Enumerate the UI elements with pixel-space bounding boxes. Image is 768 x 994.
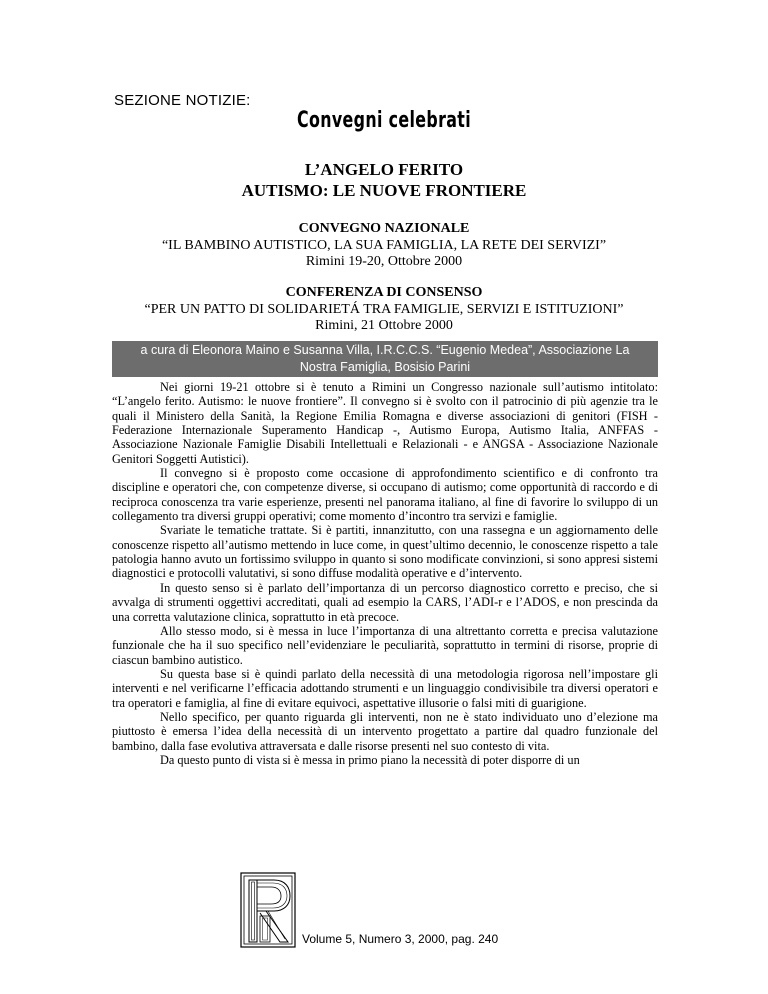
author-line2: Nostra Famiglia, Bosisio Parini: [299, 360, 471, 374]
author-banner: [112, 341, 658, 377]
section-label: SEZIONE NOTIZIE:: [114, 92, 251, 109]
section-title: Convegni celebrati: [296, 108, 472, 133]
article-title-line2: AUTISMO: LE NUOVE FRONTIERE: [241, 181, 527, 200]
body-paragraph: Il convegno si è proposto come occasione di approfondimento scientifico e di confronto tra discipline e operatori che, con competenze diverse, si occupano di autismo; come opportunità di raccordo e di reciproca conoscenza tra varie esperienze, presenti nel panorama italiano, al fine di favorire lo sviluppo di un collegamento tra diversi gruppi operativi; come momento d’incontro tra servizi e famiglie.: [112, 466, 658, 524]
article-title: [80, 159, 688, 201]
convegno-subtitle: “IL BAMBINO AUTISTICO, LA SUA FAMIGLIA, LA RETE DEI SERVIZI”: [161, 237, 607, 253]
conferenza-date: Rimini, 21 Ottobre 2000: [315, 318, 453, 333]
body-paragraph: In questo senso si è parlato dell’importanza di un percorso diagnostico corretto e preciso, che si avvalga di strumenti oggettivi accreditati, quali ad esempio la CARS, l’ADI-r e l’ADOS, e non prescinda da una corretta valutazione clinica, soprattutto in età precoce.: [112, 580, 658, 624]
conferenza-block: [80, 285, 688, 335]
body-paragraph: Nei giorni 19-21 ottobre si è tenuto a Rimini un Congresso nazionale sull’autismo intitolato: “L’angelo ferito. Autismo: le nuove frontiere”. Il convegno si è svolto con il patrocinio di più agenzie tra le quali il Ministero della Sanità, la Regione Emilia Romagna e diverse associazioni di genitori (FISH -Federazione Internazionale Superamento Handicap -, Autismo Europa, Autismo Italia, ANFFAS - Associazione Nazionale Famiglie Disabili Intellettuali e Relazionali - e ANGSA - Associazione Nazionale Genitori Soggetti Autistici).: [112, 380, 658, 466]
article-body: [112, 380, 658, 767]
article-title-line1: L’ANGELO FERITO: [304, 160, 464, 179]
body-paragraph: Da questo punto di vista si è messa in primo piano la necessità di poter disporre di un: [160, 752, 580, 767]
convegno-date: Rimini 19-20, Ottobre 2000: [305, 254, 463, 269]
page-citation: Volume 5, Numero 3, 2000, pag. 240: [302, 932, 499, 946]
body-paragraph: Svariate le tematiche trattate. Si è partiti, innanzitutto, con una rassegna e un aggiornamento delle conoscenze rispetto all’autismo mettendo in luce come, in quest’ultimo decennio, le conoscenze rispetto a tale patologia hanno avuto un fortissimo sviluppo in quanto si sono modificate convinzioni, si sono appresi sistemi diagnostici e protocolli valutativi, si sono diffuse modalità operative e d’intervento.: [112, 523, 658, 581]
body-paragraph: Allo stesso modo, si è messa in luce l’importanza di una altrettanto corretta e precisa valutazione funzionale che ha il suo specifico nell’evidenziare le peculiarità, soprattutto in termini di risorse, proprie di ciascun bambino autistico.: [112, 623, 658, 667]
conferenza-heading: CONFERENZA DI CONSENSO: [285, 285, 483, 300]
convegno-heading: CONVEGNO NAZIONALE: [298, 221, 470, 236]
body-paragraph: Nello specifico, per quanto riguarda gli interventi, non ne è stato individuato uno d’elezione ma piuttosto è emersa l’idea della necessità di un intervento progettato a partire dal quadro funzionale del bambino, dalla fase evolutiva attraversata e dalle risorse presenti nel suo contesto di vita.: [112, 709, 658, 753]
author-line1: a cura di Eleonora Maino e Susanna Villa, I.R.C.C.S. “Eugenio Medea”, Associazione La: [140, 343, 630, 357]
journal-logo-icon: [240, 872, 296, 948]
convegno-block: [80, 221, 688, 271]
body-paragraph: Su questa base si è quindi parlato della necessità di una metodologia rigorosa nell’impostare gli interventi e nel verificarne l’efficacia adottando strumenti e un linguaggio condivisibile tra diversi operatori e tra operatori e famiglia, al fine di evitare equivoci, aspettative illusorie o falsi miti di guarigione.: [112, 666, 658, 710]
conferenza-subtitle: “PER UN PATTO DI SOLIDARIETÁ TRA FAMIGLIE, SERVIZI E ISTITUZIONI”: [144, 301, 624, 317]
